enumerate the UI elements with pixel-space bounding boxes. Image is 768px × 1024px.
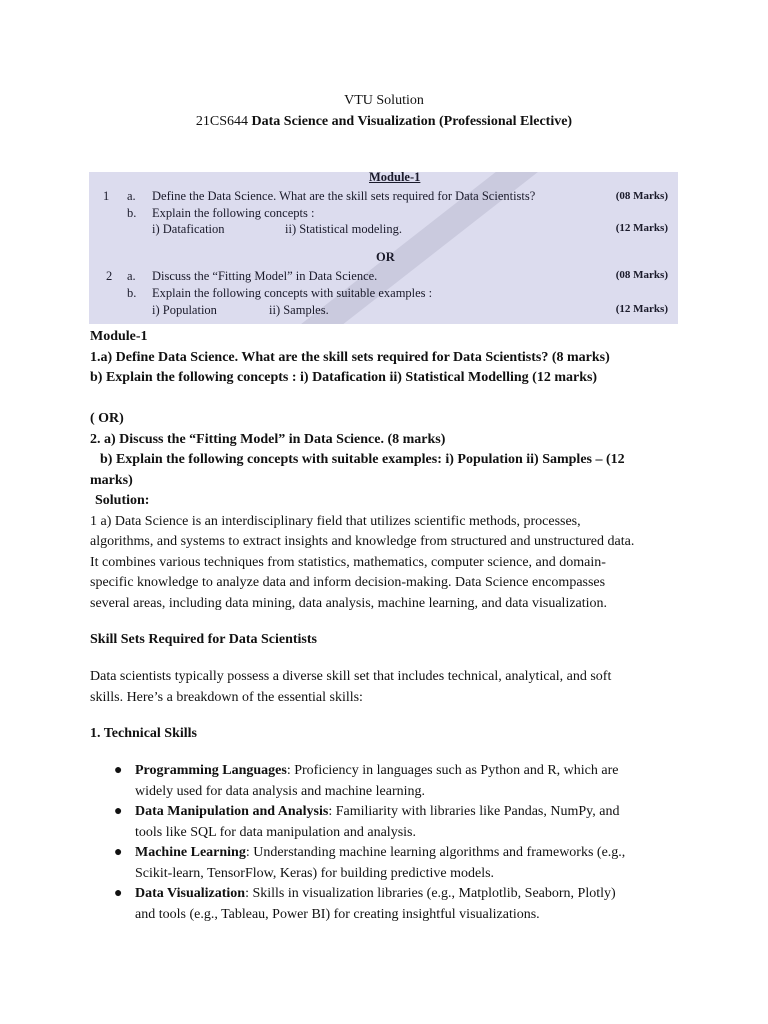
scan-q2b-ii: ii) Samples. <box>269 303 329 317</box>
skill-name: Data Manipulation and Analysis <box>135 804 329 819</box>
list-item <box>90 802 690 843</box>
course-code: 21CS644 <box>195 114 249 129</box>
scan-q1a-marks: (08 Marks) <box>615 190 668 202</box>
answer-line: several areas, including data mining, data analysis, machine learning, and data visualization. <box>90 595 608 611</box>
doc-title: VTU Solution <box>344 93 424 108</box>
scan-q1a-label: a. <box>127 189 136 203</box>
spacer <box>90 389 690 410</box>
scan-q2a-text: Discuss the “Fitting Model” in Data Science. <box>152 269 378 283</box>
skill-desc: : Familiarity with libraries like Pandas, NumPy, and <box>328 804 620 819</box>
list-item <box>90 884 690 925</box>
skill-desc-cont: Scikit-learn, TensorFlow, Keras) for building predictive models. <box>135 865 495 881</box>
bullet-icon: ● <box>114 763 123 778</box>
skills-heading: Skill Sets Required for Data Scientists <box>90 632 317 647</box>
skill-name: Machine Learning <box>135 845 246 860</box>
scan-q2-number: 2 <box>106 269 113 283</box>
technical-skills-heading: 1. Technical Skills <box>90 726 197 741</box>
question-2b-line2: marks) <box>90 472 133 488</box>
or-label: ( OR) <box>90 411 124 426</box>
bullet-icon: ● <box>114 845 123 860</box>
question-paper-scan <box>89 172 678 324</box>
question-1b: b) Explain the following concepts : i) Datafication ii) Statistical Modelling (12 marks) <box>90 370 598 385</box>
scan-q2b-text: Explain the following concepts with suitable examples : <box>152 286 433 300</box>
answer-paragraph <box>90 512 690 615</box>
intro-line: skills. Here’s a breakdown of the essential skills: <box>90 689 363 705</box>
bullet-icon: ● <box>114 804 123 819</box>
scan-or: OR <box>376 250 395 264</box>
scan-q2a-marks: (08 Marks) <box>615 269 668 281</box>
course-name: Data Science and Visualization (Professional Elective) <box>251 114 573 129</box>
list-item <box>90 843 690 884</box>
scan-q1a-text: Define the Data Science. What are the skill sets required for Data Scientists? <box>152 189 536 203</box>
scan-q1b-label: b. <box>127 206 137 220</box>
module-heading: Module-1 <box>90 329 148 344</box>
bullet-icon: ● <box>114 886 123 901</box>
skill-desc: : Proficiency in languages such as Python and R, which are <box>286 763 619 778</box>
scan-q2b-marks: (12 Marks) <box>615 303 668 315</box>
skill-desc: : Understanding machine learning algorithms and frameworks (e.g., <box>245 845 626 860</box>
skills-intro <box>90 667 690 708</box>
scan-q1b-marks: (12 Marks) <box>615 222 668 234</box>
answer-line: algorithms, and systems to extract insights and knowledge from structured and unstructured data. <box>90 534 635 549</box>
scan-module-heading: Module-1 <box>369 172 421 184</box>
scan-q1b-ii: ii) Statistical modeling. <box>285 222 402 236</box>
scan-q2b-i: i) Population <box>152 303 217 317</box>
answer-line: 1 a) Data Science is an interdisciplinary field that utilizes scientific methods, processes, <box>90 513 581 529</box>
scan-q1-number: 1 <box>103 189 110 203</box>
skill-desc-cont: widely used for data analysis and machine learning. <box>135 783 426 799</box>
list-item <box>90 761 690 802</box>
skill-name: Data Visualization <box>135 886 246 901</box>
question-2b-line1: b) Explain the following concepts with suitable examples: i) Population ii) Samples – (12 <box>100 452 625 467</box>
scan-q1b-text: Explain the following concepts : <box>152 206 315 220</box>
skill-desc: : Skills in visualization libraries (e.g., Matplotlib, Seaborn, Plotly) <box>245 886 616 901</box>
scan-q2b-label: b. <box>127 286 137 300</box>
scan-q1b-i: i) Datafication <box>152 222 225 236</box>
answer-line: specific knowledge to analyze data and inform decision-making. Data Science encompasses <box>90 575 606 590</box>
skill-desc-cont: tools like SQL for data manipulation and analysis. <box>135 824 416 840</box>
solution-label: Solution: <box>95 493 150 508</box>
skill-name: Programming Languages <box>135 763 287 778</box>
question-1a: 1.a) Define Data Science. What are the skill sets required for Data Scientists? (8 marks) <box>90 349 610 365</box>
skills-list <box>90 761 690 925</box>
course-title <box>0 114 768 130</box>
answer-line: It combines various techniques from statistics, mathematics, computer science, and domain- <box>90 554 606 570</box>
questions-block <box>90 327 690 614</box>
skill-desc-cont: and tools (e.g., Tableau, Power BI) for creating insightful visualizations. <box>135 906 540 922</box>
scan-q2a-label: a. <box>127 269 136 283</box>
intro-line: Data scientists typically possess a diverse skill set that includes technical, analytical, and soft <box>90 669 612 684</box>
question-2a: 2. a) Discuss the “Fitting Model” in Data Science. (8 marks) <box>90 431 446 447</box>
